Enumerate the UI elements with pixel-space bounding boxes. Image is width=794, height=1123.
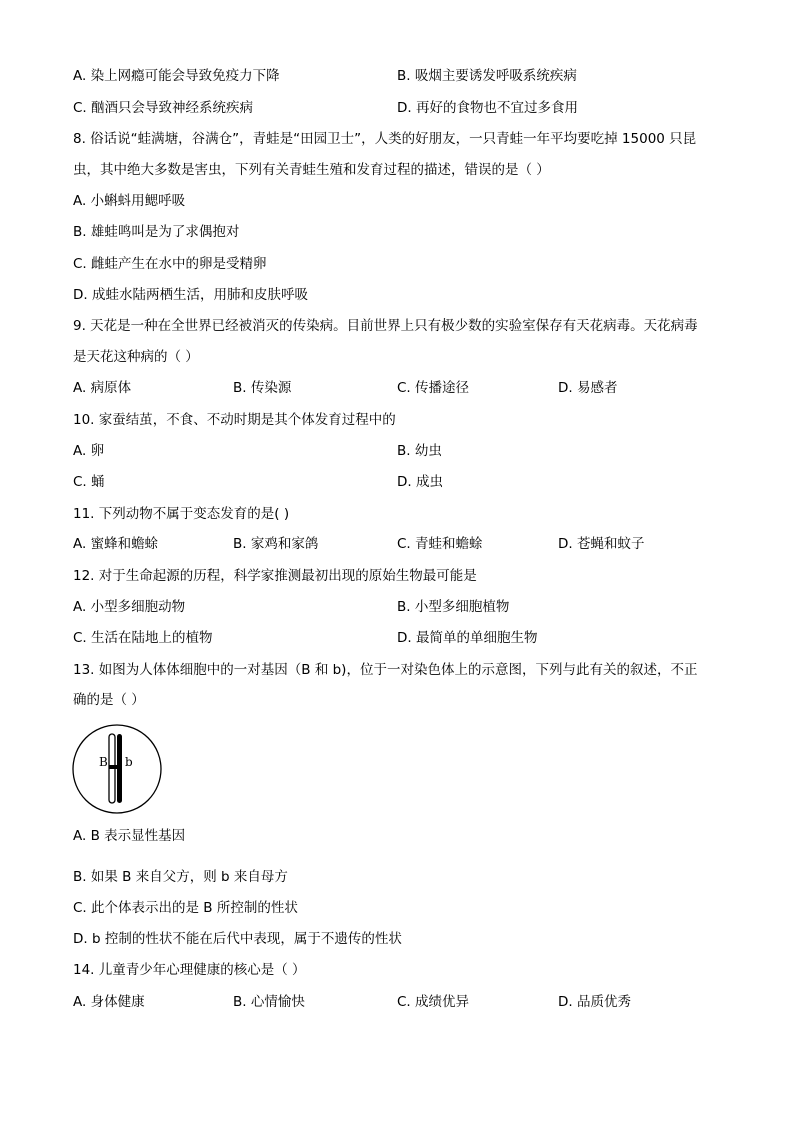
q12-option-c: C. 生活在陆地上的植物 [73, 630, 213, 646]
gene-label-b-upper: B [99, 755, 108, 769]
q9-option-b: B. 传染源 [233, 380, 292, 396]
chromosome-pair-figure [71, 723, 163, 815]
q11-option-b: B. 家鸡和家鸽 [233, 536, 319, 552]
q13-stem-line1: 13. 如图为人体体细胞中的一对基因（B 和 b)，位于一对染色体上的示意图，下列与此有关的叙述，不正 [73, 662, 698, 678]
q14-option-c: C. 成绩优异 [397, 994, 470, 1010]
q8-stem-line2: 虫，其中绝大多数是害虫，下列有关青蛙生殖和发育过程的描述，错误的是（ ） [73, 162, 550, 178]
q13-option-c: C. 此个体表示出的是 B 所控制的性状 [73, 900, 298, 916]
centromere [109, 765, 122, 769]
q7-option-d: D. 再好的食物也不宜过多食用 [397, 100, 578, 116]
q11-option-c: C. 青蛙和蟾蜍 [397, 536, 483, 552]
gene-label-b-lower: b [125, 755, 133, 769]
q9-option-c: C. 传播途径 [397, 380, 470, 396]
q10-option-b: B. 幼虫 [397, 443, 442, 459]
q11-stem: 11. 下列动物不属于变态发育的是( ) [73, 506, 290, 522]
q11-option-a: A. 蜜蜂和蟾蜍 [73, 536, 159, 552]
q14-option-b: B. 心情愉快 [233, 994, 305, 1010]
q10-option-a: A. 卵 [73, 443, 105, 459]
q13-stem-line2: 确的是（ ） [73, 692, 145, 708]
q11-option-d: D. 苍蝇和蚊子 [558, 536, 645, 552]
q12-stem: 12. 对于生命起源的历程，科学家推测最初出现的原始生物最可能是 [73, 568, 477, 584]
q8-stem-line1: 8. 俗话说“蛙满塘，谷满仓”，青蛙是“田园卫士”，人类的好朋友，一只青蛙一年平均要吃掉 15000 只昆 [73, 131, 697, 147]
q12-option-b: B. 小型多细胞植物 [397, 599, 510, 615]
q13-option-b: B. 如果 B 来自父方，则 b 来自母方 [73, 869, 288, 885]
q9-option-d: D. 易感者 [558, 380, 618, 396]
q8-option-d: D. 成蛙水陆两栖生活，用肺和皮肤呼吸 [73, 287, 308, 303]
q9-option-a: A. 病原体 [73, 380, 132, 396]
q8-option-b: B. 雄蛙鸣叫是为了求偶抱对 [73, 224, 240, 240]
q10-option-c: C. 蛹 [73, 474, 105, 490]
q8-option-a: A. 小蝌蚪用鳃呼吸 [73, 193, 186, 209]
q9-stem-line2: 是天花这种病的（ ） [73, 349, 199, 365]
q13-option-d: D. b 控制的性状不能在后代中表现，属于不遗传的性状 [73, 931, 402, 947]
q13-option-a: A. B 表示显性基因 [73, 828, 186, 844]
q14-option-a: A. 身体健康 [73, 994, 145, 1010]
q12-option-d: D. 最简单的单细胞生物 [397, 630, 538, 646]
q8-option-c: C. 雌蛙产生在水中的卵是受精卵 [73, 256, 267, 272]
q7-option-c: C. 酗酒只会导致神经系统疾病 [73, 100, 254, 116]
q10-stem: 10. 家蚕结茧，不食、不动时期是其个体发育过程中的 [73, 412, 396, 428]
q14-stem: 14. 儿童青少年心理健康的核心是（ ） [73, 962, 306, 978]
q10-option-d: D. 成虫 [397, 474, 443, 490]
q12-option-a: A. 小型多细胞动物 [73, 599, 186, 615]
q7-option-a: A. 染上网瘾可能会导致免疫力下降 [73, 68, 280, 84]
q14-option-d: D. 品质优秀 [558, 994, 631, 1010]
q9-stem-line1: 9. 天花是一种在全世界已经被消灭的传染病。目前世界上只有极少数的实验室保存有天花病毒。天花病毒 [73, 318, 698, 334]
q7-option-b: B. 吸烟主要诱发呼吸系统疾病 [397, 68, 577, 84]
